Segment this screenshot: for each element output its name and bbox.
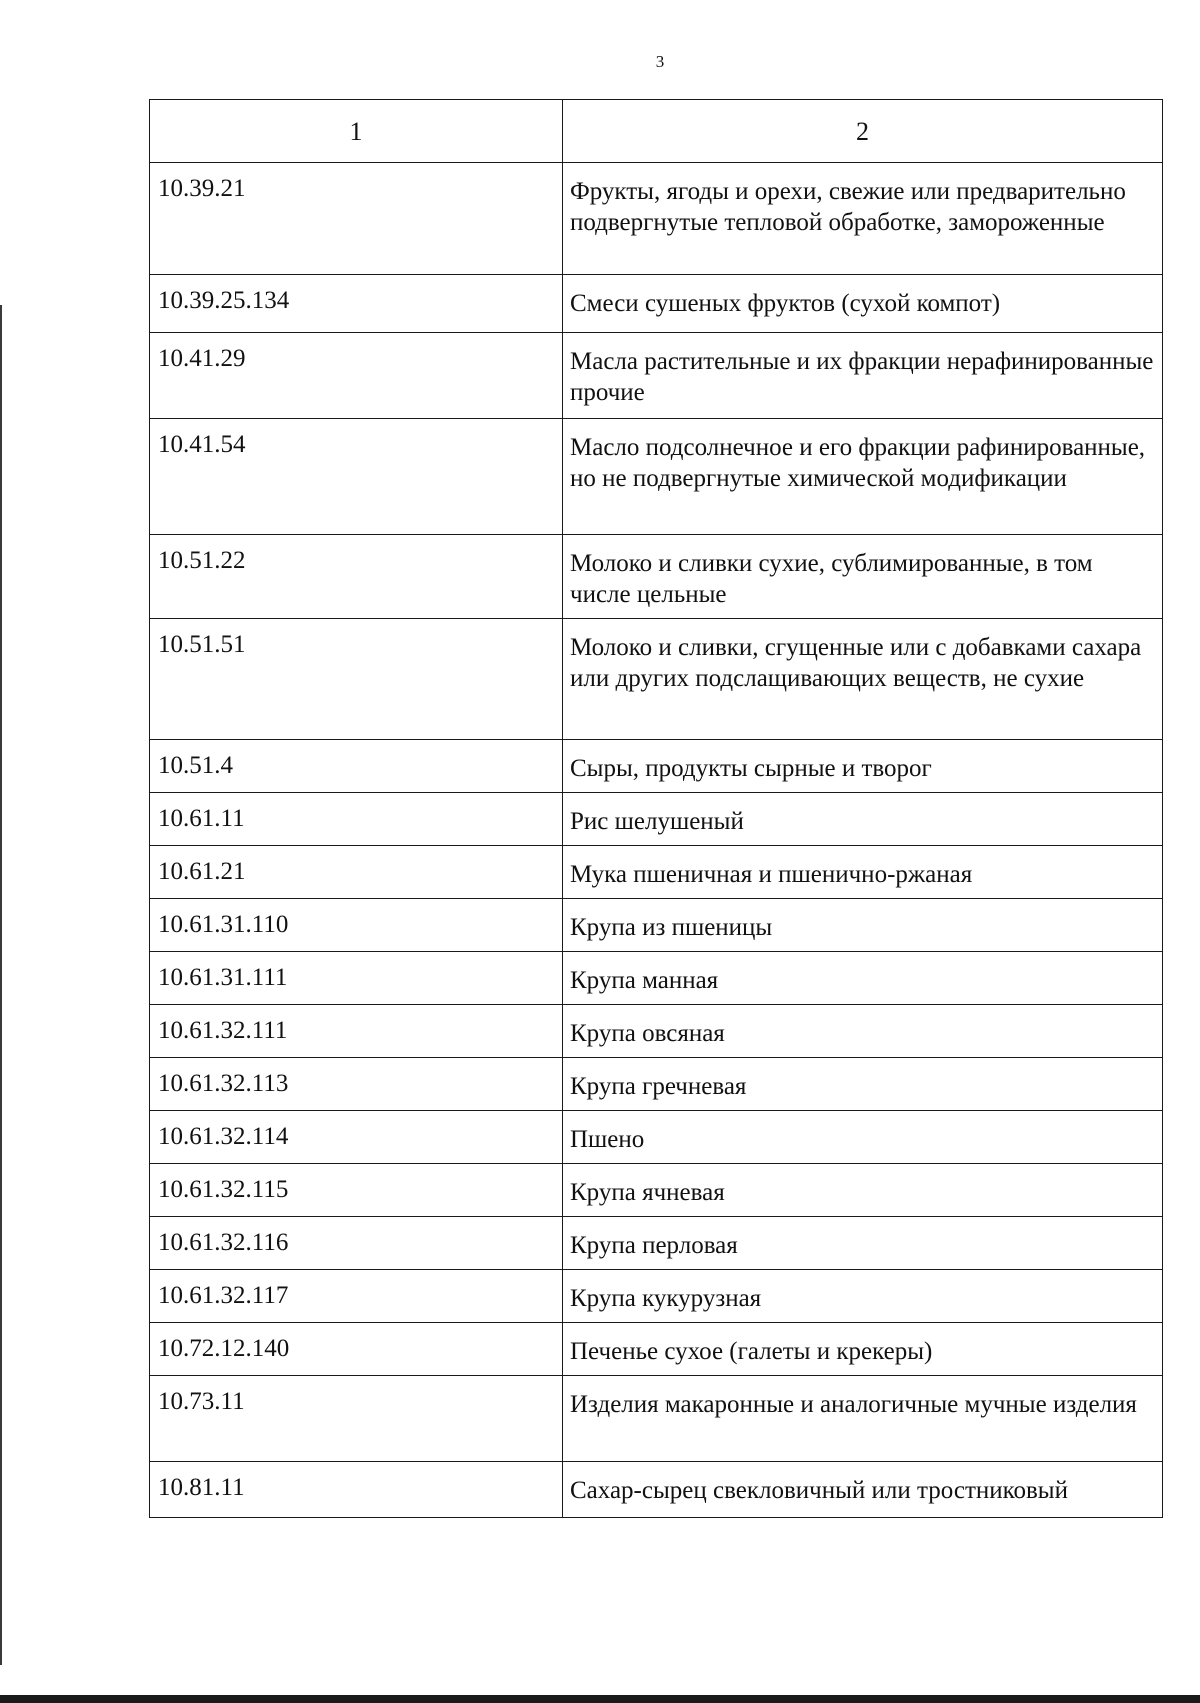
table-row (150, 1164, 1163, 1217)
product-name-cell: Мука пшеничная и пшенично-ржаная (563, 846, 1163, 899)
product-name-cell: Крупа из пшеницы (563, 899, 1163, 952)
product-name-cell: Пшено (563, 1111, 1163, 1164)
table-row (150, 619, 1163, 740)
table-header-row (150, 100, 1163, 163)
product-code-cell: 10.72.12.140 (150, 1323, 563, 1376)
product-name-cell: Печенье сухое (галеты и крекеры) (563, 1323, 1163, 1376)
product-code-cell: 10.73.11 (150, 1376, 563, 1462)
product-code-cell: 10.61.31.111 (150, 952, 563, 1005)
product-code-cell: 10.61.32.111 (150, 1005, 563, 1058)
table-row (150, 333, 1163, 419)
product-code-cell: 10.51.4 (150, 740, 563, 793)
table-row (150, 1376, 1163, 1462)
product-name-cell: Крупа манная (563, 952, 1163, 1005)
product-code-cell: 10.39.25.134 (150, 275, 563, 333)
product-code-cell: 10.61.32.117 (150, 1270, 563, 1323)
scan-left-edge (0, 305, 2, 1665)
product-name-cell: Сыры, продукты сырные и творог (563, 740, 1163, 793)
product-code-cell: 10.81.11 (150, 1462, 563, 1518)
product-name-cell: Крупа гречневая (563, 1058, 1163, 1111)
table-row (150, 740, 1163, 793)
product-name-cell: Крупа ячневая (563, 1164, 1163, 1217)
table-row (150, 1217, 1163, 1270)
table-row (150, 1323, 1163, 1376)
product-name-cell: Сахар-сырец свекловичный или тростниковый (563, 1462, 1163, 1518)
product-code-cell: 10.61.32.113 (150, 1058, 563, 1111)
product-name-cell: Смеси сушеных фруктов (сухой компот) (563, 275, 1163, 333)
header-col-2: 2 (563, 100, 1163, 163)
table-row (150, 535, 1163, 619)
page-number: 3 (655, 52, 665, 71)
product-name-cell: Молоко и сливки, сгущенные или с добавками сахара или других подслащивающих веществ, не сухие (563, 619, 1163, 740)
product-code-cell: 10.51.22 (150, 535, 563, 619)
product-code-cell: 10.61.31.110 (150, 899, 563, 952)
products-table (149, 99, 1163, 1518)
table-row (150, 1058, 1163, 1111)
table-row (150, 846, 1163, 899)
product-code-cell: 10.51.51 (150, 619, 563, 740)
product-code-cell: 10.61.11 (150, 793, 563, 846)
table-row (150, 163, 1163, 275)
table-row (150, 275, 1163, 333)
product-code-cell: 10.39.21 (150, 163, 563, 275)
table-row (150, 899, 1163, 952)
product-name-cell: Крупа овсяная (563, 1005, 1163, 1058)
table-row (150, 1462, 1163, 1518)
scan-bottom-edge (0, 1695, 1200, 1703)
table-row (150, 793, 1163, 846)
product-name-cell: Молоко и сливки сухие, сублимированные, в том числе цельные (563, 535, 1163, 619)
table-row (150, 419, 1163, 535)
table-row (150, 1111, 1163, 1164)
product-code-cell: 10.61.32.114 (150, 1111, 563, 1164)
product-code-cell: 10.61.32.116 (150, 1217, 563, 1270)
product-code-cell: 10.61.32.115 (150, 1164, 563, 1217)
product-name-cell: Крупа кукурузная (563, 1270, 1163, 1323)
product-name-cell: Крупа перловая (563, 1217, 1163, 1270)
table-row (150, 952, 1163, 1005)
product-name-cell: Рис шелушеный (563, 793, 1163, 846)
product-name-cell: Масло подсолнечное и его фракции рафинированные, но не подвергнутые химической модификации (563, 419, 1163, 535)
product-name-cell: Изделия макаронные и аналогичные мучные изделия (563, 1376, 1163, 1462)
product-name-cell: Фрукты, ягоды и орехи, свежие или предварительно подвергнутые тепловой обработке, замороженные (563, 163, 1163, 275)
product-code-cell: 10.41.54 (150, 419, 563, 535)
product-name-cell: Масла растительные и их фракции нерафинированные прочие (563, 333, 1163, 419)
table-row (150, 1270, 1163, 1323)
table-row (150, 1005, 1163, 1058)
header-col-1: 1 (150, 100, 563, 163)
product-code-cell: 10.61.21 (150, 846, 563, 899)
product-code-cell: 10.41.29 (150, 333, 563, 419)
